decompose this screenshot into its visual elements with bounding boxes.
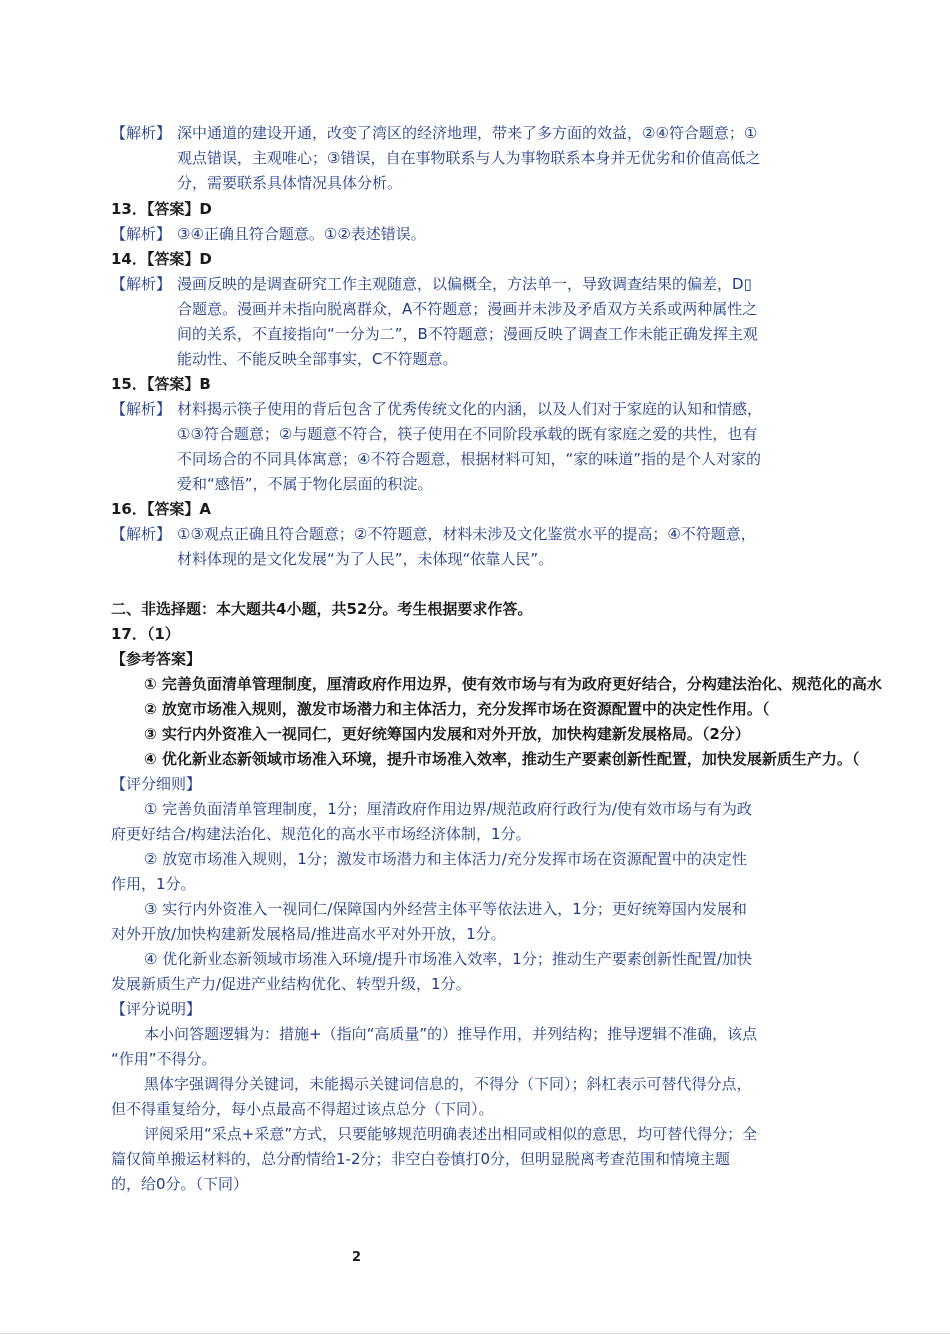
reference-answer-line: ④ 优化新业态新领域市场准入环境，提升市场准入效率，推动生产要素创新性配置，加快发展新质生产力。（ [144, 750, 860, 768]
reference-answer-line: ③ 实行内外资准入一视同仁，更好统筹国内发展和对外开放，加快构建新发展格局。（2分） [144, 725, 750, 743]
analysis-tag: 【解析】 [111, 124, 172, 142]
analysis-line: ③④正确且符合题意。①②表述错误。 [177, 225, 426, 243]
analysis-line: 深中通道的建设开通，改变了湾区的经济地理，带来了多方面的效益，②④符合题意；① [177, 124, 758, 142]
scoring-detail-line: 府更好结合/构建法治化、规范化的高水平市场经济体制，1分。 [111, 825, 531, 843]
scoring-notes-tag: 【评分说明】 [111, 1000, 202, 1018]
page-number: 2 [352, 1250, 362, 1265]
scoring-note-line: 但不得重复给分，每小点最高不得超过该点总分（下同）。 [111, 1100, 494, 1118]
reference-answer-tag: 【参考答案】 [111, 650, 202, 668]
scoring-note-line: 评阅采用“采点+采意”方式，只要能够规范明确表述出相同或相似的意思，均可替代得分；全 [144, 1125, 758, 1143]
scoring-detail-line: 作用，1分。 [111, 875, 196, 893]
scoring-note-line: “作用”不得分。 [111, 1050, 217, 1068]
analysis-tag: 【解析】 [111, 400, 172, 418]
scoring-note-line: 本小问答题逻辑为：措施+（指向“高质量”的）推导作用，并列结构；推导逻辑不准确，该点 [144, 1025, 758, 1043]
analysis-line: 不同场合的不同具体寓意；④不符合题意，根据材料可知，“家的味道”指的是个人对家的 [177, 450, 761, 468]
scoring-detail-line: ① 完善负面清单管理制度，1分；厘清政府作用边界/规范政府行政行为/使有效市场与有为政 [144, 800, 752, 818]
scoring-note-line: 篇仅简单搬运材料的，总分酌情给1-2分；非空白卷慎打0分，但明显脱离考查范围和情境主题 [111, 1150, 731, 1168]
scoring-details-tag: 【评分细则】 [111, 775, 202, 793]
answer-line-14: 14．【答案】D [111, 250, 212, 268]
analysis-line: 材料体现的是文化发展“为了人民”，未体现“依靠人民”。 [177, 550, 554, 568]
reference-answer-line: ① 完善负面清单管理制度，厘清政府作用边界，使有效市场与有为政府更好结合，分构建法治化、规范化的高水 [144, 675, 882, 693]
answer-line-13: 13．【答案】D [111, 200, 212, 218]
scoring-note-line: 黑体字强调得分关键词，未能揭示关键词信息的，不得分（下同）；斜杠表示可替代得分点， [144, 1075, 752, 1093]
question-number-17: 17．（1） [111, 625, 180, 643]
analysis-line: 合题意。漫画并未指向脱离群众，A不符题意；漫画并未涉及矛盾双方关系或两种属性之 [177, 300, 758, 318]
page-bottom-divider [0, 1333, 950, 1334]
analysis-tag: 【解析】 [111, 525, 172, 543]
section-heading: 二、非选择题：本大题共4小题，共52分。考生根据要求作答。 [111, 600, 533, 618]
analysis-line: 漫画反映的是调查研究工作主观随意，以偏概全，方法单一，导致调查结果的偏差，D▯ [177, 275, 752, 293]
analysis-line: ①③符合题意；②与题意不符合，筷子使用在不同阶段承载的既有家庭之爱的共性，也有 [177, 425, 758, 443]
analysis-line: ①③观点正确且符合题意；②不符题意，材料未涉及文化鉴赏水平的提高；④不符题意， [177, 525, 756, 543]
reference-answer-line: ② 放宽市场准入规则，激发市场潜力和主体活力，充分发挥市场在资源配置中的决定性作用。（ [144, 700, 770, 718]
answer-line-16: 16．【答案】A [111, 500, 211, 518]
scoring-detail-line: ④ 优化新业态新领域市场准入环境/提升市场准入效率，1分；推动生产要素创新性配置/加快 [144, 950, 752, 968]
analysis-tag: 【解析】 [111, 275, 172, 293]
scoring-detail-line: 对外开放/加快构建新发展格局/推进高水平对外开放，1分。 [111, 925, 506, 943]
analysis-line: 观点错误，主观唯心；③错误，自在事物联系与人为事物联系本身并无优劣和价值高低之 [177, 149, 761, 167]
analysis-line: 爱和“感悟”，不属于物化层面的积淀。 [177, 475, 433, 493]
scoring-detail-line: ② 放宽市场准入规则，1分；激发市场潜力和主体活力/充分发挥市场在资源配置中的决定性 [144, 850, 747, 868]
answer-line-15: 15．【答案】B [111, 375, 211, 393]
scoring-detail-line: 发展新质生产力/促进产业结构优化、转型升级，1分。 [111, 975, 471, 993]
scoring-detail-line: ③ 实行内外资准入一视同仁/保障国内外经营主体平等依法进入，1分；更好统筹国内发展和 [144, 900, 747, 918]
analysis-line: 能动性、不能反映全部事实，C不符题意。 [177, 350, 458, 368]
analysis-line: 间的关系，不直接指向“一分为二”，B不符题意；漫画反映了调查工作未能正确发挥主观 [177, 325, 758, 343]
scoring-note-line: 的，给0分。（下同） [111, 1175, 249, 1193]
analysis-line: 材料揭示筷子使用的背后包含了优秀传统文化的内涵，以及人们对于家庭的认知和情感， [177, 400, 763, 418]
analysis-tag: 【解析】 [111, 225, 172, 243]
analysis-line: 分，需要联系具体情况具体分析。 [177, 174, 403, 192]
